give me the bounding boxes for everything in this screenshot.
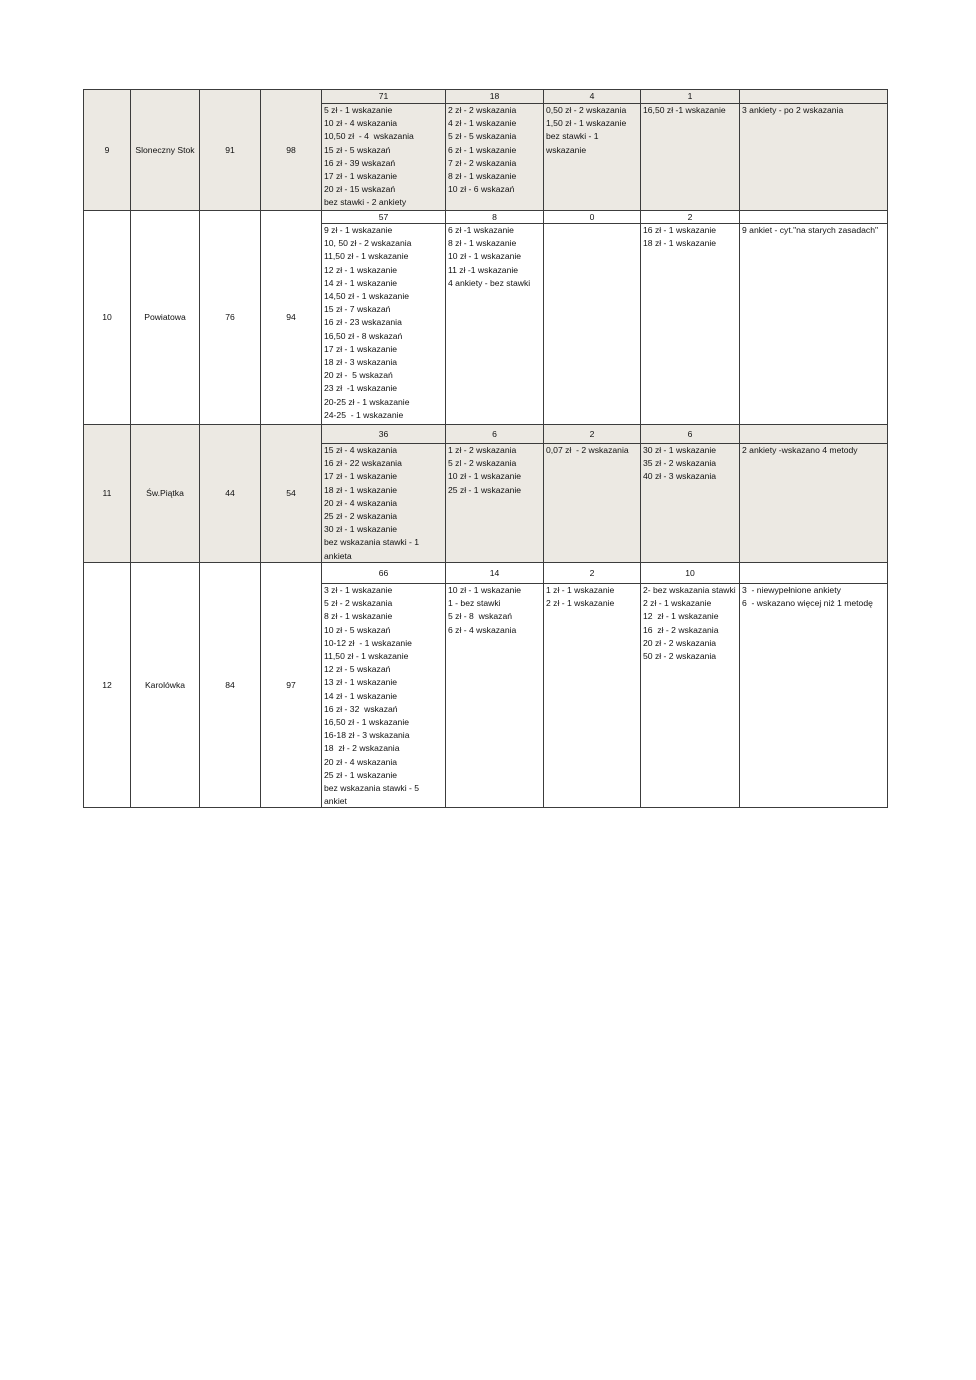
count-cell — [740, 425, 888, 444]
location-name: Sloneczny Stok — [131, 90, 200, 211]
details-cell: 9 zł - 1 wskazanie 10, 50 zł - 2 wskazania 11,50 zł - 1 wskazanie 12 zł - 1 wskazanie 14 zł - 1 wskazanie 14,50 zł - 1 wskazanie 15 zł - 7 wskazań 16 zł - 23 wskazania 16,50 zł - 8 wskazań 17 zł - 1 wskazanie 18 zł - 3 wskazania 20 zł - 5 wskazań 23 zł -1 wskazanie 20-25 zł - 1 wskazanie 24-25 - 1 wskazanie — [322, 224, 446, 425]
row-number: 12 — [84, 563, 131, 808]
details-cell: 0,50 zł - 2 wskazania 1,50 zł - 1 wskazanie bez stawki - 1 wskazanie — [544, 104, 641, 211]
count-cell: 8 — [446, 211, 544, 224]
details-cell: 2 zł - 2 wskazania 4 zł - 1 wskazanie 5 zł - 5 wskazania 6 zł - 1 wskazanie 7 zł - 2 wskazania 8 zł - 1 wskazanie 10 zł - 6 wskazań — [446, 104, 544, 211]
details-cell — [544, 224, 641, 425]
details-cell: 3 - niewypełnione ankiety 6 - wskazano więcej niż 1 metodę — [740, 584, 888, 808]
value-cell: 44 — [200, 425, 261, 563]
count-cell: 66 — [322, 563, 446, 584]
count-cell: 2 — [544, 563, 641, 584]
count-cell: 36 — [322, 425, 446, 444]
location-name: Św.Piątka — [131, 425, 200, 563]
count-cell — [740, 90, 888, 104]
value-cell: 97 — [261, 563, 322, 808]
details-cell: 15 zł - 4 wskazania 16 zł - 22 wskazania 17 zł - 1 wskazanie 18 zł - 1 wskazanie 20 zł - 4 wskazania 25 zł - 2 wskazania 30 zł - 1 wskazanie bez wskazania stawki - 1 ankieta — [322, 444, 446, 563]
count-cell: 18 — [446, 90, 544, 104]
details-cell: 16,50 zł -1 wskazanie — [641, 104, 740, 211]
count-cell: 10 — [641, 563, 740, 584]
data-table — [83, 89, 888, 808]
count-cell: 14 — [446, 563, 544, 584]
details-cell: 9 ankiet - cyt."na starych zasadach" — [740, 224, 888, 425]
details-cell: 5 zł - 1 wskazanie 10 zł - 4 wskazania 10,50 zł - 4 wskazania 15 zł - 5 wskazań 16 zł - 39 wskazań 17 zł - 1 wskazanie 20 zł - 15 wskazań bez stawki - 2 ankiety — [322, 104, 446, 211]
value-cell: 98 — [261, 90, 322, 211]
count-cell — [740, 563, 888, 584]
value-cell: 76 — [200, 211, 261, 425]
details-cell: 6 zł -1 wskazanie 8 zł - 1 wskazanie 10 zł - 1 wskazanie 11 zł -1 wskazanie 4 ankiety - bez stawki — [446, 224, 544, 425]
count-cell: 71 — [322, 90, 446, 104]
details-cell: 0,07 zł - 2 wskazania — [544, 444, 641, 563]
count-cell — [740, 211, 888, 224]
details-cell: 3 ankiety - po 2 wskazania — [740, 104, 888, 211]
row-number: 9 — [84, 90, 131, 211]
count-cell: 0 — [544, 211, 641, 224]
count-cell: 1 — [641, 90, 740, 104]
value-cell: 94 — [261, 211, 322, 425]
row-number: 11 — [84, 425, 131, 563]
count-cell: 6 — [446, 425, 544, 444]
value-cell: 84 — [200, 563, 261, 808]
details-cell: 16 zł - 1 wskazanie 18 zł - 1 wskazanie — [641, 224, 740, 425]
location-name: Karolówka — [131, 563, 200, 808]
count-cell: 6 — [641, 425, 740, 444]
details-cell: 2- bez wskazania stawki 2 zł - 1 wskazanie 12 zł - 1 wskazanie 16 zł - 2 wskazania 20 zł - 2 wskazania 50 zł - 2 wskazania — [641, 584, 740, 808]
details-cell: 2 ankiety -wskazano 4 metody — [740, 444, 888, 563]
location-name: Powiatowa — [131, 211, 200, 425]
details-cell: 1 zł - 2 wskazania 5 zl - 2 wskazania 10 zł - 1 wskazanie 25 zł - 1 wskazanie — [446, 444, 544, 563]
row-number: 10 — [84, 211, 131, 425]
value-cell: 54 — [261, 425, 322, 563]
count-cell: 2 — [544, 425, 641, 444]
value-cell: 91 — [200, 90, 261, 211]
details-cell: 3 zł - 1 wskazanie 5 zł - 2 wskazania 8 zł - 1 wskazanie 10 zł - 5 wskazań 10-12 zł - 1 wskazanie 11,50 zł - 1 wskazanie 12 zł - 5 wskazań 13 zł - 1 wskazanie 14 zł - 1 wskazanie 16 zł - 32 wskazań 16,50 zł - 1 wskazanie 16-18 zł - 3 wskazania 18 zł - 2 wskazania 20 zł - 4 wskazania 25 zł - 1 wskazanie bez wskazania stawki - 5 ankiet — [322, 584, 446, 808]
details-cell: 30 zł - 1 wskazanie 35 zł - 2 wskazania 40 zł - 3 wskazania — [641, 444, 740, 563]
count-cell: 4 — [544, 90, 641, 104]
count-cell: 57 — [322, 211, 446, 224]
details-cell: 1 zł - 1 wskazanie 2 zł - 1 wskazanie — [544, 584, 641, 808]
count-cell: 2 — [641, 211, 740, 224]
details-cell: 10 zł - 1 wskazanie 1 - bez stawki 5 zł - 8 wskazań 6 zł - 4 wskazania — [446, 584, 544, 808]
